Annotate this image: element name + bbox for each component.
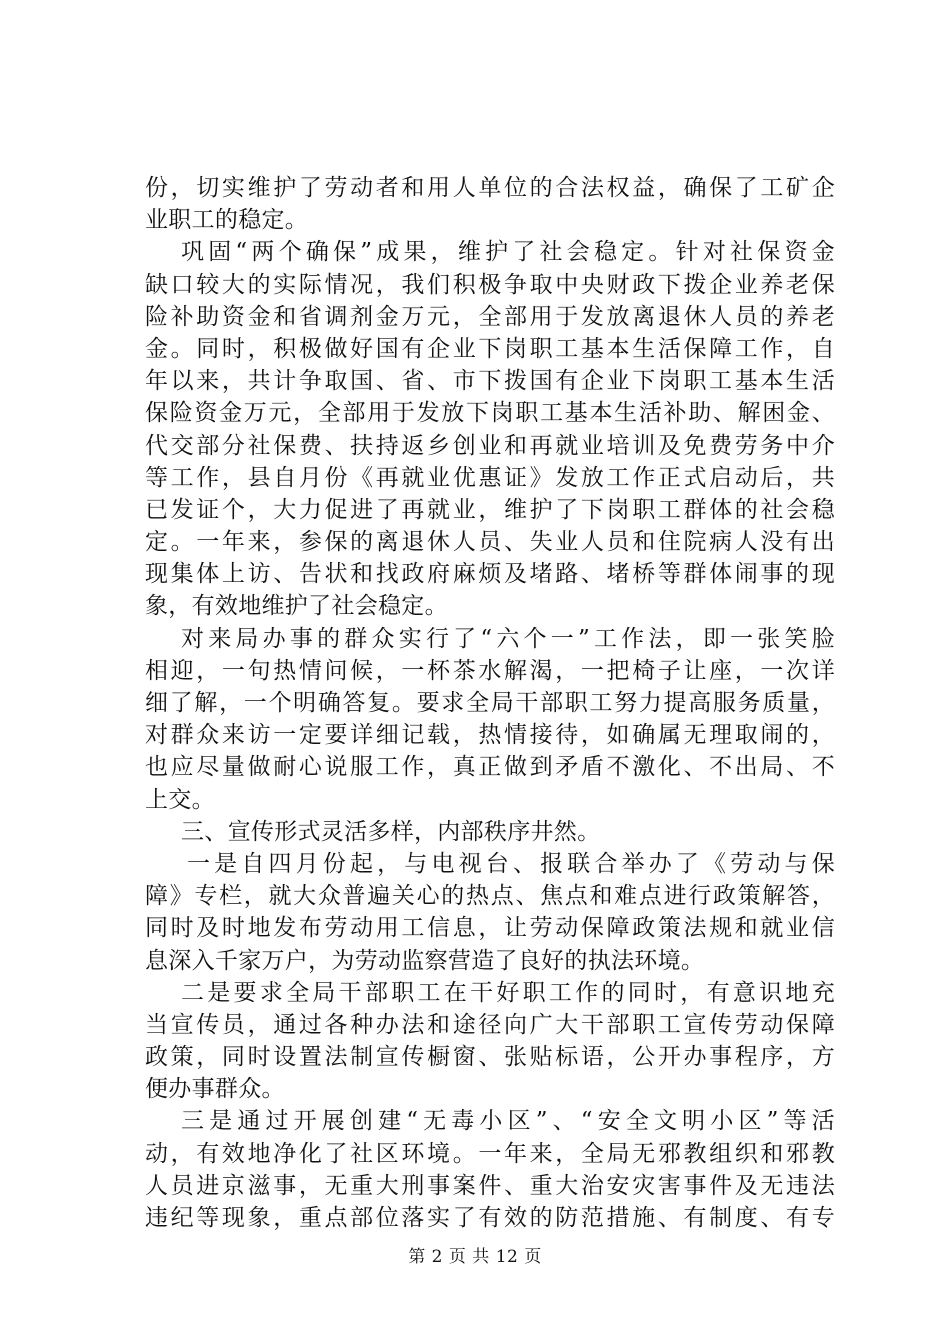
document-body [145,172,835,1234]
text-line: 人员进京滋事，无重大刑事案件、重大治安灾害事件及无违法 [145,1172,835,1199]
page-number-footer: 第 2 页 共 12 页 [408,1247,542,1267]
text-line: 金。同时，积极做好国有企业下岗职工基本生活保障工作，自 [145,335,835,362]
text-line: 现集体上访、告状和找政府麻烦及堵路、堵桥等群体闹事的现 [145,561,835,588]
text-line: 息深入千家万户，为劳动监察营造了良好的执法环境。 [145,947,705,974]
text-line: 上交。 [145,786,215,813]
text-line: 违纪等现象，重点部位落实了有效的防范措施、有制度、有专 [145,1205,835,1231]
text-line: 年以来，共计争取国、省、市下拨国有企业下岗职工基本生活 [145,368,835,395]
text-line: 保险资金万元，全部用于发放下岗职工基本生活补助、解困金、 [145,400,835,427]
text-line: 对群众来访一定要详细记载，热情接待，如确属无理取闹的， [145,722,835,749]
text-line: 缺口较大的实际情况，我们积极争取中央财政下拨企业养老保 [145,271,835,298]
text-line: 二是要求全局干部职工在干好职工作的同时，有意识地充 [181,979,835,1006]
section-heading: 三、宣传形式灵活多样，内部秩序井然。 [181,818,601,845]
text-line: 业职工的稳定。 [145,207,309,234]
text-line: 当宣传员，通过各种办法和途径向广大干部职工宣传劳动保障 [145,1011,835,1038]
text-line: 便办事群众。 [145,1076,285,1103]
text-line: 也应尽量做耐心说服工作，真正做到矛盾不激化、不出局、不 [145,754,835,781]
text-line: 相迎，一句热情问候，一杯茶水解渴，一把椅子让座，一次详 [145,657,835,684]
text-line: 一是自四月份起，与电视台、报联合举办了《劳动与保 [187,850,835,877]
text-line: 对来局办事的群众实行了“六个一”工作法，即一张笑脸 [181,625,835,652]
text-line: 障》专栏，就大众普遍关心的热点、焦点和难点进行政策解答， [145,883,835,910]
text-line: 政策，同时设置法制宣传橱窗、张贴标语，公开办事程序，方 [145,1044,835,1071]
text-line: 象，有效地维护了社会稳定。 [145,593,448,620]
text-line: 巩固“两个确保”成果，维护了社会稳定。针对社保资金 [181,239,835,266]
text-line: 细了解，一个明确答复。要求全局干部职工努力提高服务质量， [145,690,835,716]
text-line: 动，有效地净化了社区环境。一年来，全局无邪教组织和邪教 [145,1140,835,1167]
text-line: 险补助资金和省调剂金万元，全部用于发放离退休人员的养老 [145,303,835,330]
text-line: 等工作，县自月份《再就业优惠证》发放工作正式启动后，共 [145,464,835,491]
text-line: 已发证个，大力促进了再就业，维护了下岗职工群体的社会稳 [145,496,835,523]
text-line: 定。一年来，参保的离退休人员、失业人员和住院病人没有出 [145,529,835,556]
text-line: 同时及时地发布劳动用工信息，让劳动保障政策法规和就业信 [145,915,835,942]
text-line: 代交部分社保费、扶持返乡创业和再就业培训及免费劳务中介 [145,432,835,459]
text-line: 份，切实维护了劳动者和用人单位的合法权益，确保了工矿企 [145,175,835,201]
text-line: 三是通过开展创建“无毒小区”、“安全文明小区”等活 [181,1108,835,1135]
